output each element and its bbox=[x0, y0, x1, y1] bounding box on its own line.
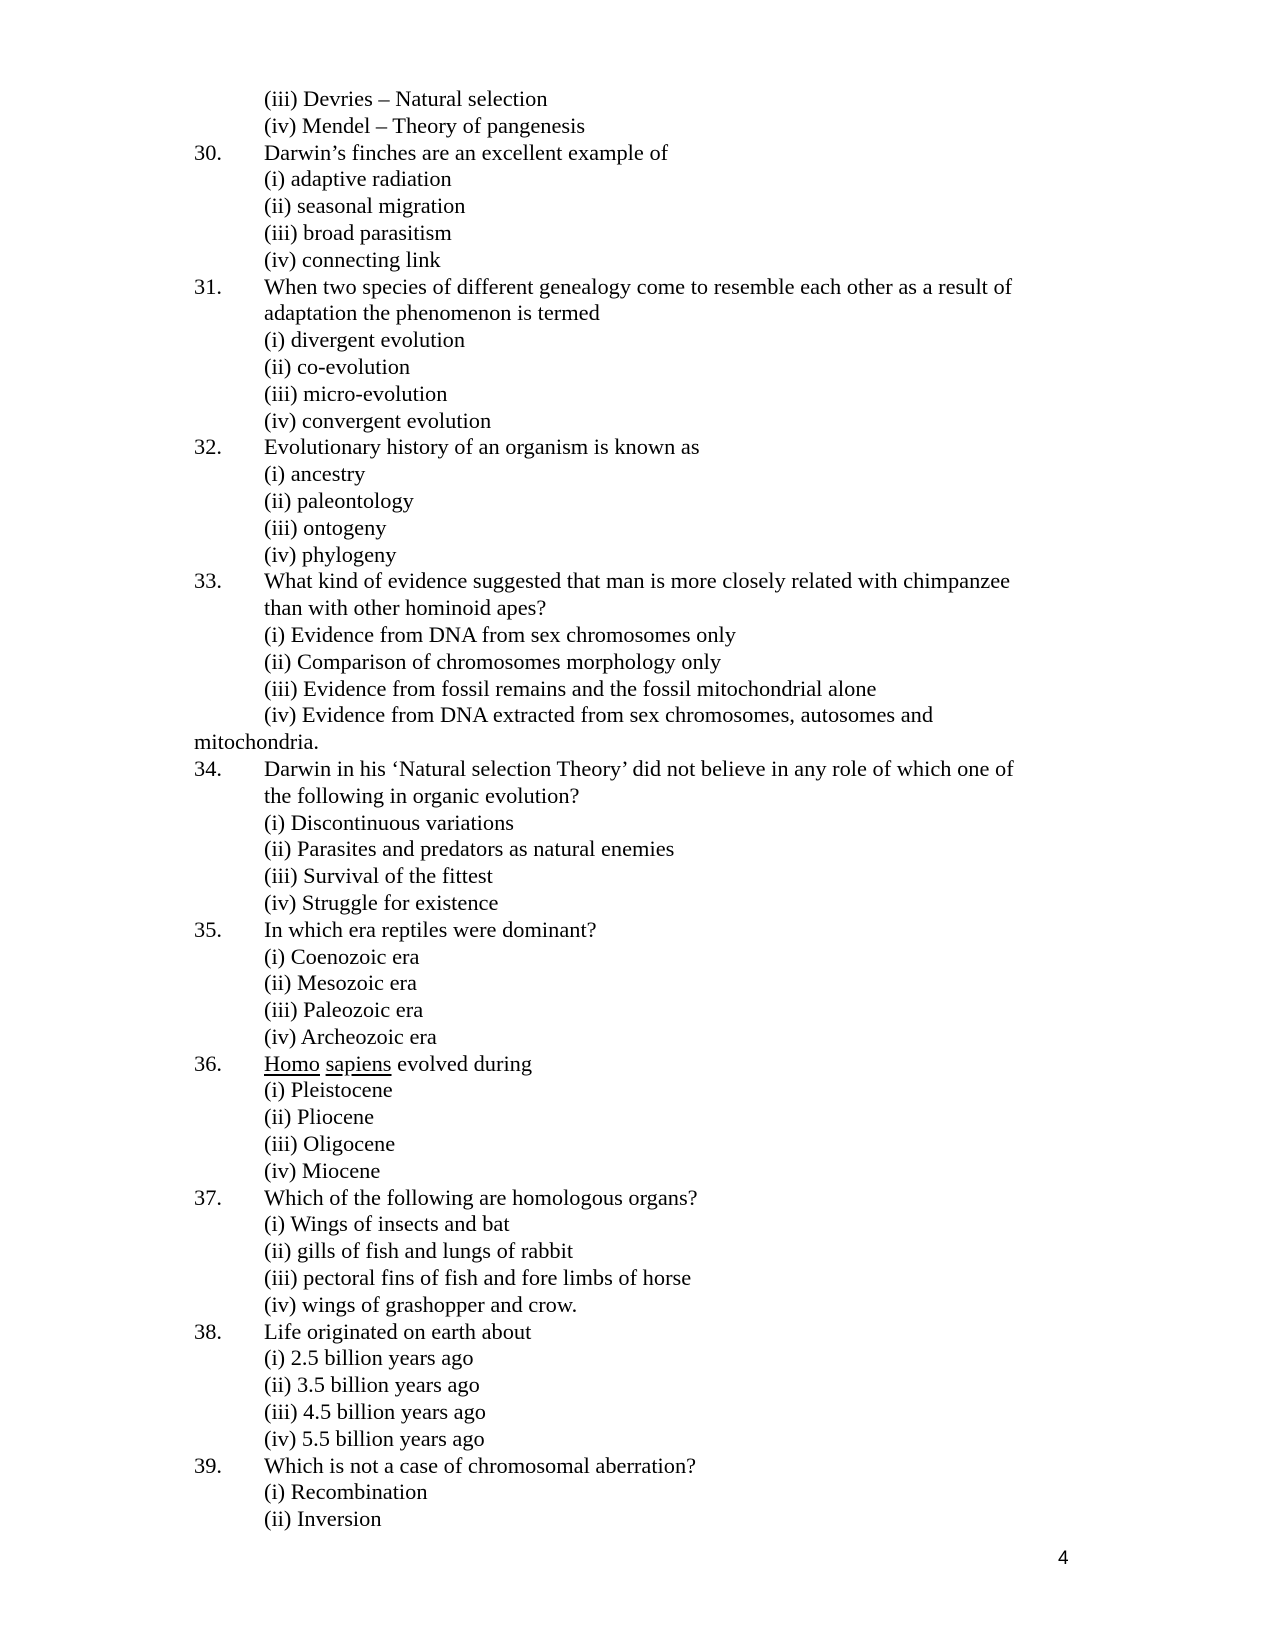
question-37 bbox=[0, 1185, 1275, 1212]
question-stem: Which of the following are homologous organs? bbox=[264, 1184, 698, 1210]
option-line: (iii) 4.5 billion years ago bbox=[264, 1399, 486, 1425]
question-30 bbox=[0, 140, 1275, 167]
option-line: (iii) Evidence from fossil remains and the fossil mitochondrial alone bbox=[264, 675, 877, 701]
option-line: (iii) Devries – Natural selection bbox=[264, 86, 548, 111]
question-number: 38. bbox=[194, 1318, 222, 1344]
question-35 bbox=[0, 917, 1275, 944]
option-line: (iii) Paleozoic era bbox=[264, 997, 424, 1023]
option-line: (i) divergent evolution bbox=[264, 327, 466, 353]
option-line: (ii) paleontology bbox=[264, 487, 414, 513]
question-stem: Homo sapiens evolved during bbox=[264, 1050, 533, 1076]
question-number: 34. bbox=[194, 755, 222, 781]
option-line: (ii) Parasites and predators as natural enemies bbox=[264, 836, 675, 862]
question-number: 30. bbox=[194, 139, 222, 165]
question-stem: Evolutionary history of an organism is known as bbox=[264, 434, 700, 460]
question-number: 36. bbox=[194, 1050, 222, 1076]
option-line: (iv) 5.5 billion years ago bbox=[264, 1425, 485, 1451]
question-38 bbox=[0, 1319, 1275, 1346]
option-line: (i) Pleistocene bbox=[264, 1077, 393, 1103]
option-line: (ii) Mesozoic era bbox=[264, 970, 417, 996]
question-stem-continued: the following in organic evolution? bbox=[264, 782, 580, 808]
option-line: (iii) ontogeny bbox=[264, 514, 387, 540]
question-list bbox=[0, 86, 1275, 1533]
question-number: 32. bbox=[194, 434, 222, 460]
option-line: (iv) Evidence from DNA extracted from sex chromosomes, autosomes and bbox=[264, 702, 934, 728]
question-stem: Darwin in his ‘Natural selection Theory’ did not believe in any role of which one of bbox=[264, 755, 1014, 781]
question-39 bbox=[0, 1453, 1275, 1480]
question-stem-continued: than with other hominoid apes? bbox=[264, 595, 547, 621]
option-line: (i) Discontinuous variations bbox=[264, 809, 514, 835]
option-line: (iv) Mendel – Theory of pangenesis bbox=[264, 112, 586, 138]
question-32 bbox=[0, 434, 1275, 461]
option-line: (iii) micro-evolution bbox=[264, 380, 448, 406]
option-line: (i) Recombination bbox=[264, 1479, 428, 1505]
species-name: sapiens bbox=[325, 1050, 392, 1076]
question-36 bbox=[0, 1051, 1275, 1078]
question-number: 33. bbox=[194, 568, 222, 594]
question-stem: Which is not a case of chromosomal aberration? bbox=[264, 1452, 697, 1478]
option-line: (ii) seasonal migration bbox=[264, 193, 466, 219]
option-wrap-line: mitochondria. bbox=[194, 729, 319, 755]
question-34 bbox=[0, 756, 1275, 783]
option-line: (iii) broad parasitism bbox=[264, 219, 452, 245]
option-line: (i) Wings of insects and bat bbox=[264, 1211, 510, 1237]
option-line: (i) Evidence from DNA from sex chromosomes only bbox=[264, 621, 736, 647]
option-line: (iv) phylogeny bbox=[264, 541, 397, 567]
option-line: (iv) convergent evolution bbox=[264, 407, 492, 433]
question-stem: Darwin’s finches are an excellent example of bbox=[264, 139, 669, 165]
question-stem: Life originated on earth about bbox=[264, 1318, 532, 1344]
option-line: (iii) Oligocene bbox=[264, 1131, 396, 1157]
option-line: (ii) 3.5 billion years ago bbox=[264, 1372, 480, 1398]
option-line: (i) 2.5 billion years ago bbox=[264, 1345, 474, 1371]
option-line: (iv) Miocene bbox=[264, 1157, 381, 1183]
option-line: (i) Coenozoic era bbox=[264, 943, 420, 969]
page-number: 4 bbox=[1058, 1548, 1069, 1569]
question-stem: In which era reptiles were dominant? bbox=[264, 916, 597, 942]
question-number: 35. bbox=[194, 916, 222, 942]
question-31 bbox=[0, 274, 1275, 301]
option-line: (ii) Inversion bbox=[264, 1506, 382, 1532]
option-line: (iv) connecting link bbox=[264, 246, 441, 272]
option-line: (iii) Survival of the fittest bbox=[264, 863, 493, 889]
option-line: (ii) Pliocene bbox=[264, 1104, 375, 1130]
option-line: (iv) wings of grashopper and crow. bbox=[264, 1291, 578, 1317]
option-line: (ii) co-evolution bbox=[264, 353, 411, 379]
option-line: (iv) Archeozoic era bbox=[264, 1023, 437, 1049]
question-number: 31. bbox=[194, 273, 222, 299]
option-line: (i) adaptive radiation bbox=[264, 166, 452, 192]
question-number: 39. bbox=[194, 1452, 222, 1478]
option-line: (ii) Comparison of chromosomes morphology only bbox=[264, 648, 722, 674]
question-stem-continued: adaptation the phenomenon is termed bbox=[264, 300, 600, 326]
question-stem: What kind of evidence suggested that man is more closely related with chimpanzee bbox=[264, 568, 1011, 594]
question-stem: When two species of different genealogy come to resemble each other as a result of bbox=[264, 273, 1013, 299]
genus-name: Homo bbox=[264, 1050, 320, 1076]
option-line: (iv) Struggle for existence bbox=[264, 889, 499, 915]
option-line: (iii) pectoral fins of fish and fore limbs of horse bbox=[264, 1265, 692, 1291]
question-number: 37. bbox=[194, 1184, 222, 1210]
option-line: (ii) gills of fish and lungs of rabbit bbox=[264, 1238, 574, 1264]
option-line: (i) ancestry bbox=[264, 461, 366, 487]
question-33 bbox=[0, 568, 1275, 595]
